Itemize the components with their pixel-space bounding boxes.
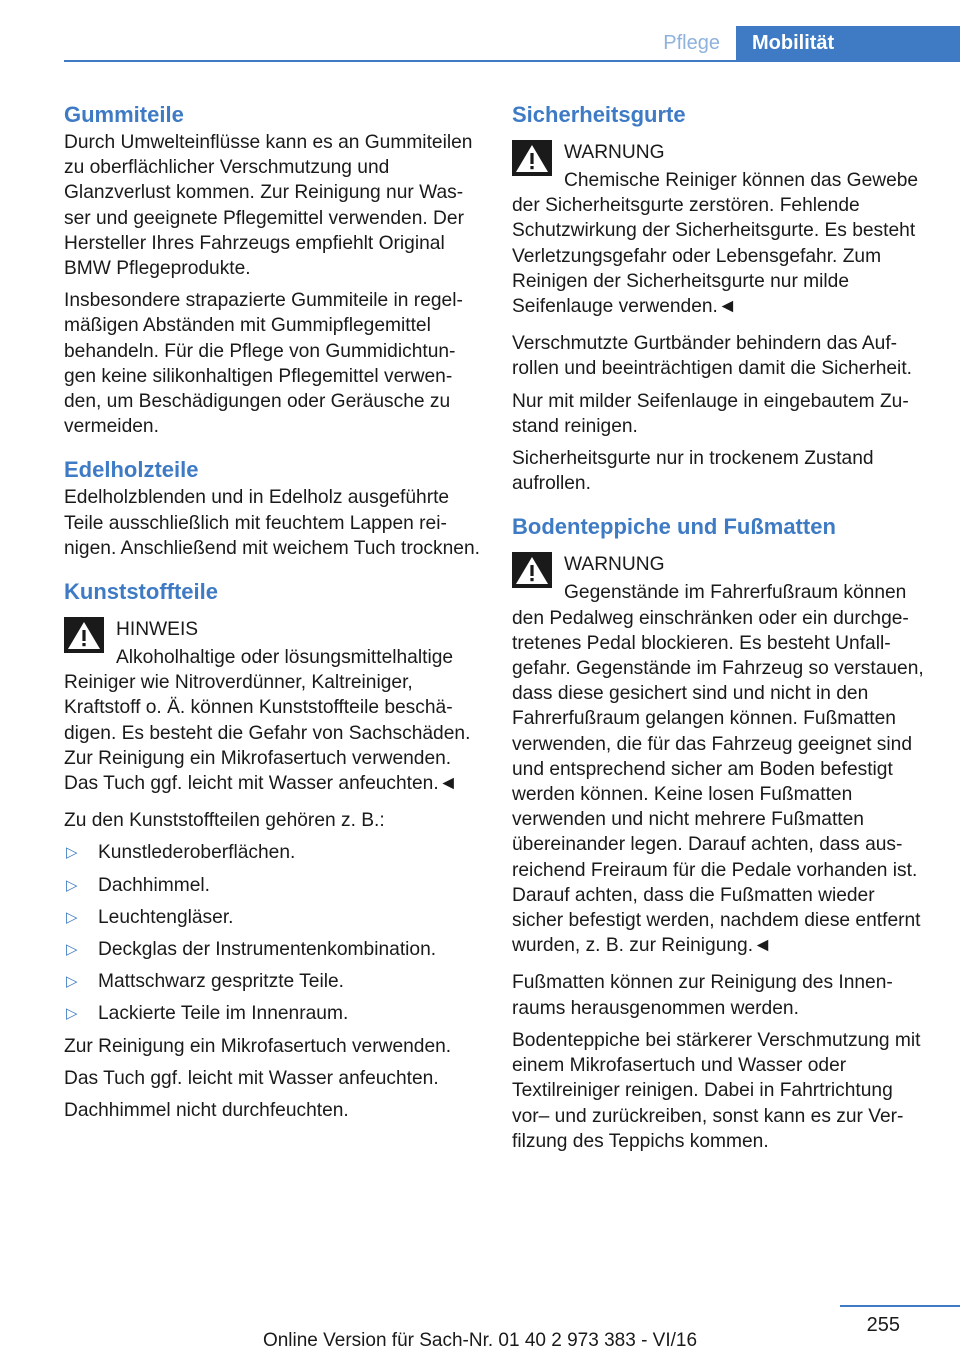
- section-title-gummiteile: Gummiteile: [64, 102, 184, 127]
- list-item: ▷ Kunstlederoberflächen.: [64, 840, 480, 865]
- note-text: Chemische Reiniger können das Gewebe der Sicherheitsgurte zerstören. Fehlende Schutzwirkung der Sicherheitsgurte. Es besteht Verletzungsgefahr oder Lebensgefahr. Zum Reinigen der Sicherheitsgurte nur milde Seifenlauge verwenden.◄: [512, 170, 919, 318]
- paragraph: Das Tuch ggf. leicht mit Wasser anfeuchten.: [64, 1067, 439, 1089]
- paragraph: Zur Reinigung ein Mikrofasertuch verwenden.: [64, 1035, 452, 1057]
- triangle-bullet-icon: ▷: [66, 876, 78, 894]
- tab-mobilitaet[interactable]: Mobilität: [736, 26, 960, 62]
- note-label: HINWEIS: [116, 619, 199, 641]
- note-label: WARNUNG: [564, 554, 665, 576]
- note-header: [512, 136, 928, 168]
- paragraph: Sicherheitsgurte nur in trockenem Zustand aufrollen.: [512, 448, 874, 495]
- list-item: ▷ Deckglas der Instrumentenkombination.: [64, 937, 480, 962]
- triangle-bullet-icon: ▷: [66, 941, 78, 959]
- plastic-parts-list: [64, 840, 480, 1026]
- warning-triangle-icon: [512, 552, 552, 588]
- warning-triangle-icon: [512, 140, 552, 176]
- paragraph: Dachhimmel nicht durchfeuchten.: [64, 1100, 349, 1122]
- section-title-edelholzteile: Edelholzteile: [64, 457, 199, 483]
- tab-pflege[interactable]: Pflege: [663, 32, 720, 54]
- triangle-bullet-icon: ▷: [66, 908, 78, 926]
- left-column: [64, 100, 480, 1130]
- paragraph: Edelholzblenden und in Edelholz ausgeführte Teile ausschließlich mit feuchtem Lappen reinigen. Anschließend mit weichem Tuch trocknen.: [64, 487, 480, 559]
- paragraph: Verschmutzte Gurtbänder behindern das Aufrollen und beeinträchtigen damit die Sicherheit.: [512, 333, 912, 380]
- paragraph: Durch Umwelteinflüsse kann es an Gummiteilen zu oberflächlicher Verschmutzung und Glanzverlust kommen. Zur Reinigung nur Wasser und geeignete Pflegemittel verwenden. Der Hersteller Ihres Fahrzeugs empfiehlt Original BMW Pflegeprodukte.: [64, 132, 473, 280]
- hint-note: [64, 613, 480, 796]
- paragraph: Insbesondere strapazierte Gummiteile in regelmäßigen Abständen mit Gummipflegemittel behandeln. Für die Pflege von Gummidichtungen keine silikonhaltigen Pflegemittel verwenden, um Beschädigungen oder Geräusche zu vermeiden.: [64, 290, 463, 438]
- list-item: ▷ Mattschwarz gespritzte Teile.: [64, 969, 480, 994]
- footer-rule: [840, 1305, 960, 1307]
- warning-note: [512, 548, 928, 958]
- warning-triangle-icon: [64, 617, 104, 653]
- note-label: WARNUNG: [564, 142, 665, 163]
- paragraph: Bodenteppiche bei stärkerer Verschmutzung mit einem Mikrofasertuch und Wasser oder Textilreiniger reinigen. Dabei in Fahrtrichtung vor– und zurückreiben, sonst kann es zur Verfilzung des Teppichs kommen.: [512, 1029, 921, 1152]
- note-header: [512, 548, 928, 580]
- triangle-bullet-icon: ▷: [66, 844, 78, 862]
- note-text: Gegenstände im Fahrerfußraum können den Pedalweg einschränken oder ein durchgetretenes Pedal blockieren. Es besteht Unfallgefahr. Gegenstände im Fahrzeug so verstauen, dass diese gesichert sind und nicht in den Fahrerfußraum gelangen können. Fußmatten verwenden, die für das Fahrzeug geeignet sind und entsprechend sicher am Boden befestigt werden können. Keine losen Fußmatten verwenden und nicht mehrere Fußmatten übereinander legen. Darauf achten, dass ausreichend Freiraum für die Pedale vorhanden ist. Darauf achten, dass die Fußmatten wieder sicher befestigt werden, nachdem diese entfernt wurden, z. B. zur Reinigung.◄: [512, 582, 924, 957]
- section-title-sicherheitsgurte: Sicherheitsgurte: [512, 102, 686, 127]
- section-title-kunststoffteile: Kunststoffteile: [64, 579, 218, 605]
- list-item: ▷ Dachhimmel.: [64, 873, 480, 898]
- triangle-bullet-icon: ▷: [66, 973, 78, 991]
- note-text: Alkoholhaltige oder lösungsmittelhaltige Reiniger wie Nitroverdünner, Kaltreiniger, Kraftstoff o. Ä. können Kunststoffteile beschädigen. Es besteht die Gefahr von Sachschäden. Zur Reinigung ein Mikrofasertuch verwenden. Das Tuch ggf. leicht mit Wasser anfeuchten.◄: [64, 647, 471, 795]
- paragraph: Fußmatten können zur Reinigung des Innenraums herausgenommen werden.: [512, 972, 893, 1019]
- note-header: [64, 613, 480, 645]
- warning-note: [512, 136, 928, 319]
- right-column: [512, 100, 928, 1161]
- paragraph: Nur mit milder Seifenlauge in eingebautem Zustand reinigen.: [512, 390, 909, 437]
- list-item: ▷ Lackierte Teile im Innenraum.: [64, 1001, 480, 1026]
- triangle-bullet-icon: ▷: [66, 1005, 78, 1023]
- online-version-footer: Online Version für Sach-Nr. 01 40 2 973 383 - VI/16: [262, 1330, 698, 1351]
- page-number: 255: [866, 1314, 900, 1336]
- list-item: ▷ Leuchtengläser.: [64, 905, 480, 930]
- section-title-bodenteppiche: Bodenteppiche und Fußmatten: [512, 514, 836, 540]
- list-intro: Zu den Kunststoffteilen gehören z. B.:: [64, 810, 385, 832]
